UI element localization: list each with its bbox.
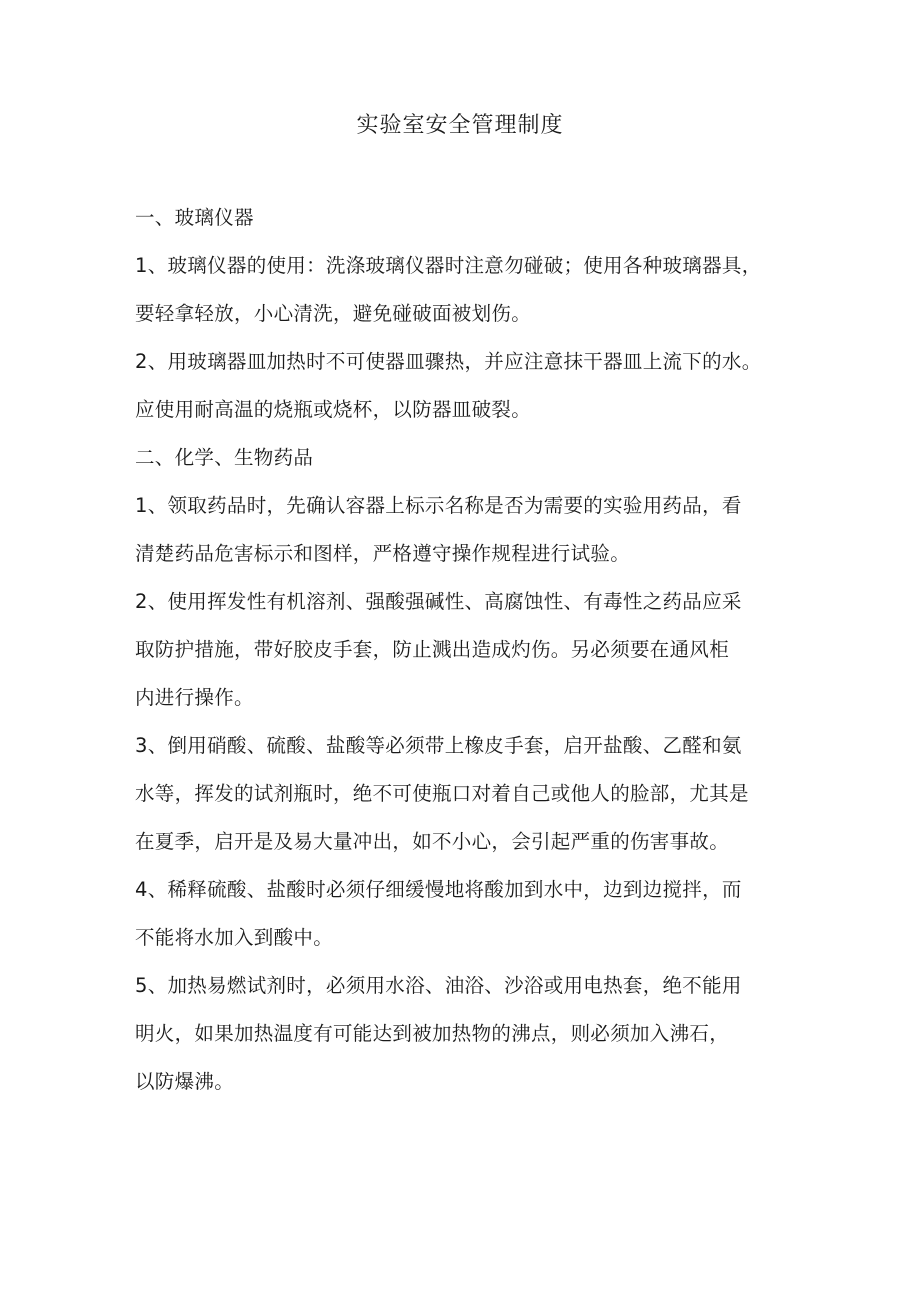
paragraph-line: 4、稀释硫酸、盐酸时必须仔细缓慢地将酸加到水中，边到边搅拌，而 — [135, 878, 742, 901]
paragraph-line: 明火，如果加热温度有可能达到被加热物的沸点，则必须加入沸石， — [135, 1022, 730, 1045]
section-heading-chemicals: 二、化学、生物药品 — [135, 446, 314, 469]
paragraph-line: 内进行操作。 — [135, 686, 254, 709]
paragraph-line: 在夏季，启开是及易大量冲出，如不小心，会引起严重的伤害事故。 — [135, 830, 730, 853]
paragraph-line: 应使用耐高温的烧瓶或烧杯，以防器皿破裂。 — [135, 398, 532, 421]
paragraph-line: 要轻拿轻放，小心清洗，避免碰破面被划伤。 — [135, 302, 532, 325]
page-title: 实验室安全管理制度 — [356, 113, 564, 138]
document-body — [135, 202, 789, 1098]
paragraph-line: 水等，挥发的试剂瓶时，绝不可使瓶口对着自己或他人的脸部，尤其是 — [135, 782, 749, 805]
paragraph-line: 1、玻璃仪器的使用：洗涤玻璃仪器时注意勿碰破；使用各种玻璃器具， — [135, 254, 762, 277]
section-heading-glassware: 一、玻璃仪器 — [135, 206, 254, 229]
paragraph-line: 3、倒用硝酸、硫酸、盐酸等必须带上橡皮手套，启开盐酸、乙醛和氨 — [135, 734, 742, 757]
paragraph-line: 2、使用挥发性有机溶剂、强酸强碱性、高腐蚀性、有毒性之药品应采 — [135, 590, 742, 613]
paragraph-line: 2、用玻璃器皿加热时不可使器皿骤热，并应注意抹干器皿上流下的水。 — [135, 350, 762, 373]
paragraph-line: 1、领取药品时，先确认容器上标示名称是否为需要的实验用药品，看 — [135, 494, 742, 517]
paragraph-line: 清楚药品危害标示和图样，严格遵守操作规程进行试验。 — [135, 542, 631, 565]
paragraph-line: 以防爆沸。 — [135, 1070, 235, 1093]
paragraph-line: 5、加热易燃试剂时，必须用水浴、油浴、沙浴或用电热套，绝不能用 — [135, 974, 742, 997]
paragraph-line: 取防护措施，带好胶皮手套，防止溅出造成灼伤。另必须要在通风柜 — [135, 638, 730, 661]
paragraph-line: 不能将水加入到酸中。 — [135, 926, 334, 949]
